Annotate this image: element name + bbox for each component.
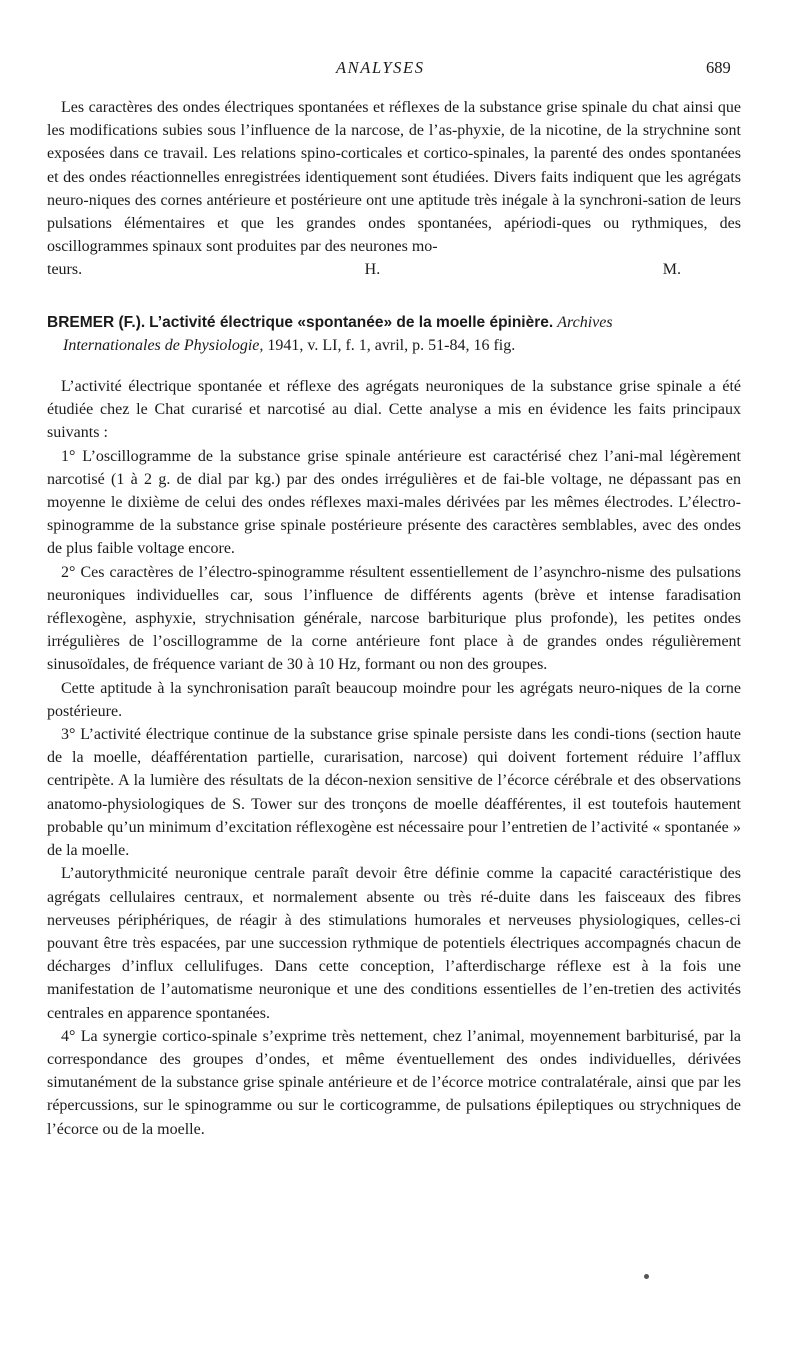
entry-title: L’activité électrique «spontanée» de la moelle épinière. — [149, 313, 554, 331]
entry-author: BREMER (F.). — [47, 313, 146, 331]
spacer — [47, 357, 741, 375]
entry-journal-part2: Internationales de Physiologie, — [63, 336, 264, 354]
paragraph-point-4: 4° La synergie cortico-spinale s’exprime très nettement, chez l’animal, moyennement barbiturisé, par la correspondance des groupes d’ondes, et même éventuellement des ondes individuelles, dérivées simutanément de la substance grise spinale antérieure et de l’écorce motrice contralatérale, ainsi que par les répercussions, sur le spinogramme ou sur le corticogramme, de pulsations épileptiques ou strychniques de l’écorce ou de la moelle. — [47, 1027, 741, 1138]
entry-journal-part1: Archives — [557, 313, 613, 331]
entry-continuation — [47, 334, 741, 357]
paragraph-point-3: 3° L’activité électrique continue de la substance grise spinale persiste dans les condi-tions (section haute de la moelle, déafférentation partielle, curarisation, narcose) qui doivent fortement réduire l’afflux centripète. A la lumière des résultats de la décon-nexion sensitive de l’écorce cérébrale et des observations anatomo-physiologiques de S. Tower sur des tronçons de moelle déafférentes, il est toutefois hautement probable qu’un minimum d’excitation réflexogène est nécessaire pour l’entretien de l’activité « spontanée » de la moelle. — [47, 726, 741, 860]
intro-last-line: teurs. — [47, 261, 83, 279]
running-title: ANALYSES — [336, 58, 425, 77]
ink-dot — [644, 1274, 649, 1279]
entry-citation: 1941, v. LI, f. 1, avril, p. 51-84, 16 fig. — [267, 336, 516, 354]
intro-closing-line — [47, 258, 741, 281]
paragraph-point-2: 2° Ces caractères de l’électro-spinogramme résultent essentiellement de l’asynchro-nisme des pulsations neuroniques individuelles car, sous l’influence de différents agents (brève et intense faradisation réflexogène, asphyxie, strychnisation générale, narcose barbiturique plus profonde), les petites ondes irrégulières de l’oscillogramme de la corne antérieure font place à de grandes ondes régulièrement sinusoïdales, de fréquence variant de 30 à 10 Hz, formant ou non des groupes. — [47, 563, 741, 674]
paragraph-intro: L’activité électrique spontanée et réflexe des agrégats neuroniques de la substance grise spinale a été étudiée chez le Chat curarisé et narcotisé au dial. Cette analyse a mis en évidence les faits principaux suivants : — [47, 378, 741, 442]
page-number: 689 — [706, 58, 731, 77]
bibliographic-entry — [47, 311, 741, 357]
page-header — [0, 58, 800, 82]
page-body — [47, 96, 741, 1141]
paragraph-point-1: 1° L’oscillogramme de la substance grise spinale antérieure est caractérisé chez l’ani-mal légèrement narcotisé (1 à 2 g. de dial par kg.) par des ondes irrégulières et de fai-ble voltage, ne dépassant pas en moyenne le dixième de celui des ondes réflexes maxi-males dérivées par les mêmes électrodes. L’électro-spinogramme de la substance grise spinale postérieure présente des caractères semblables, avec des ondes de plus faible voltage encore. — [47, 447, 741, 558]
intro-paragraph: Les caractères des ondes électriques spontanées et réflexes de la substance grise spinale du chat ainsi que les modifications subies sous l’influence de la narcose, de l’as-phyxie, de la nicotine, de la strychnine sont exposées dans ce travail. Les relations spino-corticales et cortico-spinales, la parenté des ondes spontanées et des ondes réactionnelles enregistrées identiquement sont étudiées. Divers faits indiquent que les agrégats neuro-niques des cornes antérieure et postérieure ont une aptitude très inégale à la synchroni-sation de leurs pulsations élémentaires et que les grandes ondes spontanées, apériodi-ques ou rythmiques, des oscillogrammes spinaux sont produites par des neurones mo- — [47, 99, 741, 256]
paragraph-synchronisation: Cette aptitude à la synchronisation paraît beaucoup moindre pour les agrégats neuro-niques de la corne postérieure. — [47, 679, 741, 720]
intro-signature: H. M. — [364, 261, 682, 279]
paragraph-autorythmicite: L’autorythmicité neuronique centrale paraît devoir être définie comme la capacité caractéristique des agrégats cellulaires centraux, et normalement absente ou très ré-duite dans les faisceaux des fibres nerveuses périphériques, de réagir à des stimulations humorales et nerveuses physiologiques, celles-ci pouvant être très espacées, par une succession rythmique de potentiels électriques accompagnés chacun de décharges d’influx cellulifuges. Dans cette conception, l’afterdischarge réflexe est à la fois une manifestation de l’automatisme neuronique et une des conditions essentielles de l’en-tretien des activités centrales en apparence spontanées. — [47, 865, 741, 1022]
